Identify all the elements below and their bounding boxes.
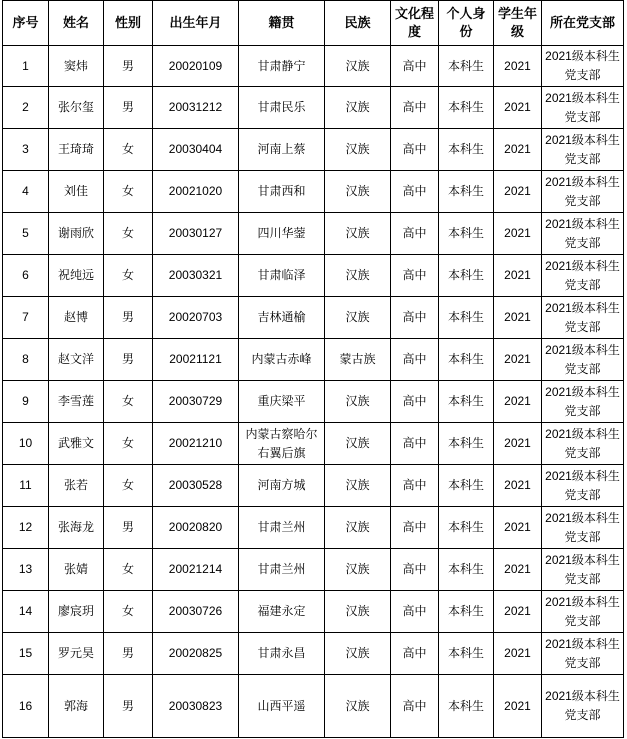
cell-party-branch: 2021级本科生党支部: [542, 549, 624, 591]
cell-name: 王琦琦: [49, 129, 104, 171]
cell-birth: 20031212: [153, 87, 239, 129]
cell-index: 14: [3, 591, 49, 633]
cell-native-place: 四川华蓥: [239, 213, 325, 255]
col-header-ethnicity: 民族: [325, 1, 391, 46]
cell-education: 高中: [391, 213, 439, 255]
col-header-education: 文化程度: [391, 1, 439, 46]
cell-birth: 20021210: [153, 423, 239, 465]
cell-education: 高中: [391, 507, 439, 549]
cell-gender: 女: [104, 255, 153, 297]
cell-gender: 女: [104, 129, 153, 171]
cell-birth: 20030823: [153, 675, 239, 738]
col-header-identity: 个人身份: [439, 1, 494, 46]
cell-identity: 本科生: [439, 633, 494, 675]
cell-gender: 男: [104, 87, 153, 129]
cell-gender: 男: [104, 297, 153, 339]
col-header-name: 姓名: [49, 1, 104, 46]
table-row: [3, 129, 624, 171]
cell-index: 7: [3, 297, 49, 339]
cell-identity: 本科生: [439, 87, 494, 129]
cell-party-branch: 2021级本科生党支部: [542, 213, 624, 255]
cell-education: 高中: [391, 46, 439, 87]
cell-ethnicity: 蒙古族: [325, 339, 391, 381]
cell-name: 张海龙: [49, 507, 104, 549]
cell-grade: 2021: [494, 339, 542, 381]
table-row: [3, 339, 624, 381]
cell-index: 10: [3, 423, 49, 465]
table-row: [3, 465, 624, 507]
cell-gender: 女: [104, 423, 153, 465]
cell-education: 高中: [391, 255, 439, 297]
cell-education: 高中: [391, 171, 439, 213]
cell-index: 16: [3, 675, 49, 738]
cell-grade: 2021: [494, 633, 542, 675]
cell-grade: 2021: [494, 423, 542, 465]
cell-name: 张尔玺: [49, 87, 104, 129]
cell-party-branch: 2021级本科生党支部: [542, 297, 624, 339]
cell-ethnicity: 汉族: [325, 255, 391, 297]
cell-birth: 20020820: [153, 507, 239, 549]
cell-identity: 本科生: [439, 423, 494, 465]
col-header-index: 序号: [3, 1, 49, 46]
table-row: [3, 591, 624, 633]
cell-grade: 2021: [494, 129, 542, 171]
cell-name: 窦炜: [49, 46, 104, 87]
cell-identity: 本科生: [439, 381, 494, 423]
cell-birth: 20030726: [153, 591, 239, 633]
cell-name: 武雅文: [49, 423, 104, 465]
cell-grade: 2021: [494, 507, 542, 549]
cell-grade: 2021: [494, 46, 542, 87]
cell-birth: 20030404: [153, 129, 239, 171]
cell-name: 赵博: [49, 297, 104, 339]
cell-grade: 2021: [494, 465, 542, 507]
cell-grade: 2021: [494, 171, 542, 213]
cell-ethnicity: 汉族: [325, 129, 391, 171]
student-roster-table: [2, 0, 624, 738]
cell-native-place: 内蒙古赤峰: [239, 339, 325, 381]
cell-ethnicity: 汉族: [325, 213, 391, 255]
cell-birth: 20030528: [153, 465, 239, 507]
cell-ethnicity: 汉族: [325, 507, 391, 549]
cell-name: 李雪莲: [49, 381, 104, 423]
cell-gender: 女: [104, 591, 153, 633]
cell-native-place: 甘肃兰州: [239, 507, 325, 549]
cell-name: 张婧: [49, 549, 104, 591]
cell-gender: 女: [104, 171, 153, 213]
table-row: [3, 255, 624, 297]
cell-party-branch: 2021级本科生党支部: [542, 46, 624, 87]
cell-native-place: 甘肃永昌: [239, 633, 325, 675]
cell-identity: 本科生: [439, 46, 494, 87]
cell-birth: 20021121: [153, 339, 239, 381]
cell-index: 9: [3, 381, 49, 423]
table-row: [3, 633, 624, 675]
cell-party-branch: 2021级本科生党支部: [542, 507, 624, 549]
cell-gender: 男: [104, 507, 153, 549]
cell-party-branch: 2021级本科生党支部: [542, 591, 624, 633]
cell-education: 高中: [391, 339, 439, 381]
cell-grade: 2021: [494, 213, 542, 255]
cell-identity: 本科生: [439, 549, 494, 591]
cell-index: 3: [3, 129, 49, 171]
col-header-party-branch: 所在党支部: [542, 1, 624, 46]
cell-grade: 2021: [494, 591, 542, 633]
cell-identity: 本科生: [439, 507, 494, 549]
cell-gender: 女: [104, 549, 153, 591]
cell-name: 赵文洋: [49, 339, 104, 381]
cell-index: 12: [3, 507, 49, 549]
cell-name: 张若: [49, 465, 104, 507]
cell-identity: 本科生: [439, 465, 494, 507]
cell-native-place: 甘肃民乐: [239, 87, 325, 129]
table-row: [3, 507, 624, 549]
table-row: [3, 297, 624, 339]
cell-party-branch: 2021级本科生党支部: [542, 381, 624, 423]
cell-index: 15: [3, 633, 49, 675]
cell-party-branch: 2021级本科生党支部: [542, 675, 624, 738]
cell-grade: 2021: [494, 381, 542, 423]
cell-index: 4: [3, 171, 49, 213]
cell-ethnicity: 汉族: [325, 297, 391, 339]
col-header-gender: 性别: [104, 1, 153, 46]
cell-native-place: 甘肃兰州: [239, 549, 325, 591]
cell-ethnicity: 汉族: [325, 46, 391, 87]
cell-native-place: 内蒙古察哈尔右翼后旗: [239, 423, 325, 465]
cell-education: 高中: [391, 549, 439, 591]
cell-gender: 男: [104, 675, 153, 738]
cell-ethnicity: 汉族: [325, 381, 391, 423]
cell-index: 11: [3, 465, 49, 507]
cell-party-branch: 2021级本科生党支部: [542, 171, 624, 213]
cell-party-branch: 2021级本科生党支部: [542, 465, 624, 507]
cell-ethnicity: 汉族: [325, 675, 391, 738]
cell-identity: 本科生: [439, 129, 494, 171]
cell-index: 1: [3, 46, 49, 87]
cell-identity: 本科生: [439, 255, 494, 297]
cell-birth: 20020109: [153, 46, 239, 87]
col-header-grade: 学生年级: [494, 1, 542, 46]
cell-party-branch: 2021级本科生党支部: [542, 633, 624, 675]
cell-birth: 20030321: [153, 255, 239, 297]
cell-name: 廖宸玥: [49, 591, 104, 633]
cell-grade: 2021: [494, 675, 542, 738]
cell-ethnicity: 汉族: [325, 87, 391, 129]
cell-ethnicity: 汉族: [325, 549, 391, 591]
cell-native-place: 甘肃静宁: [239, 46, 325, 87]
cell-education: 高中: [391, 381, 439, 423]
cell-index: 2: [3, 87, 49, 129]
table-row: [3, 675, 624, 738]
cell-ethnicity: 汉族: [325, 423, 391, 465]
header-row: [3, 1, 624, 46]
cell-gender: 女: [104, 213, 153, 255]
table-header: [3, 1, 624, 46]
cell-gender: 男: [104, 633, 153, 675]
table-row: [3, 213, 624, 255]
cell-party-branch: 2021级本科生党支部: [542, 255, 624, 297]
cell-education: 高中: [391, 675, 439, 738]
col-header-birth: 出生年月: [153, 1, 239, 46]
cell-index: 13: [3, 549, 49, 591]
cell-native-place: 山西平遥: [239, 675, 325, 738]
cell-native-place: 甘肃西和: [239, 171, 325, 213]
cell-native-place: 甘肃临泽: [239, 255, 325, 297]
table-row: [3, 46, 624, 87]
cell-ethnicity: 汉族: [325, 171, 391, 213]
cell-index: 6: [3, 255, 49, 297]
cell-education: 高中: [391, 423, 439, 465]
cell-birth: 20021214: [153, 549, 239, 591]
table-body: [3, 46, 624, 738]
cell-education: 高中: [391, 465, 439, 507]
cell-name: 郭海: [49, 675, 104, 738]
cell-birth: 20020703: [153, 297, 239, 339]
cell-native-place: 河南方城: [239, 465, 325, 507]
cell-gender: 女: [104, 381, 153, 423]
cell-birth: 20021020: [153, 171, 239, 213]
table-row: [3, 87, 624, 129]
cell-gender: 女: [104, 465, 153, 507]
cell-ethnicity: 汉族: [325, 465, 391, 507]
cell-gender: 男: [104, 339, 153, 381]
cell-ethnicity: 汉族: [325, 591, 391, 633]
cell-birth: 20030127: [153, 213, 239, 255]
cell-birth: 20020825: [153, 633, 239, 675]
table-row: [3, 549, 624, 591]
cell-party-branch: 2021级本科生党支部: [542, 87, 624, 129]
table-row: [3, 381, 624, 423]
cell-index: 8: [3, 339, 49, 381]
cell-grade: 2021: [494, 87, 542, 129]
cell-index: 5: [3, 213, 49, 255]
cell-native-place: 重庆梁平: [239, 381, 325, 423]
table-row: [3, 171, 624, 213]
cell-native-place: 吉林通榆: [239, 297, 325, 339]
cell-native-place: 福建永定: [239, 591, 325, 633]
cell-education: 高中: [391, 591, 439, 633]
cell-party-branch: 2021级本科生党支部: [542, 129, 624, 171]
cell-identity: 本科生: [439, 591, 494, 633]
cell-name: 刘佳: [49, 171, 104, 213]
cell-ethnicity: 汉族: [325, 633, 391, 675]
cell-name: 祝纯远: [49, 255, 104, 297]
cell-education: 高中: [391, 297, 439, 339]
cell-grade: 2021: [494, 297, 542, 339]
cell-education: 高中: [391, 129, 439, 171]
cell-party-branch: 2021级本科生党支部: [542, 423, 624, 465]
cell-identity: 本科生: [439, 675, 494, 738]
cell-education: 高中: [391, 633, 439, 675]
cell-grade: 2021: [494, 255, 542, 297]
cell-identity: 本科生: [439, 339, 494, 381]
cell-identity: 本科生: [439, 297, 494, 339]
cell-grade: 2021: [494, 549, 542, 591]
cell-identity: 本科生: [439, 171, 494, 213]
cell-native-place: 河南上蔡: [239, 129, 325, 171]
cell-name: 谢雨欣: [49, 213, 104, 255]
cell-gender: 男: [104, 46, 153, 87]
cell-party-branch: 2021级本科生党支部: [542, 339, 624, 381]
cell-identity: 本科生: [439, 213, 494, 255]
cell-education: 高中: [391, 87, 439, 129]
col-header-native-place: 籍贯: [239, 1, 325, 46]
cell-name: 罗元昊: [49, 633, 104, 675]
table-row: [3, 423, 624, 465]
cell-birth: 20030729: [153, 381, 239, 423]
